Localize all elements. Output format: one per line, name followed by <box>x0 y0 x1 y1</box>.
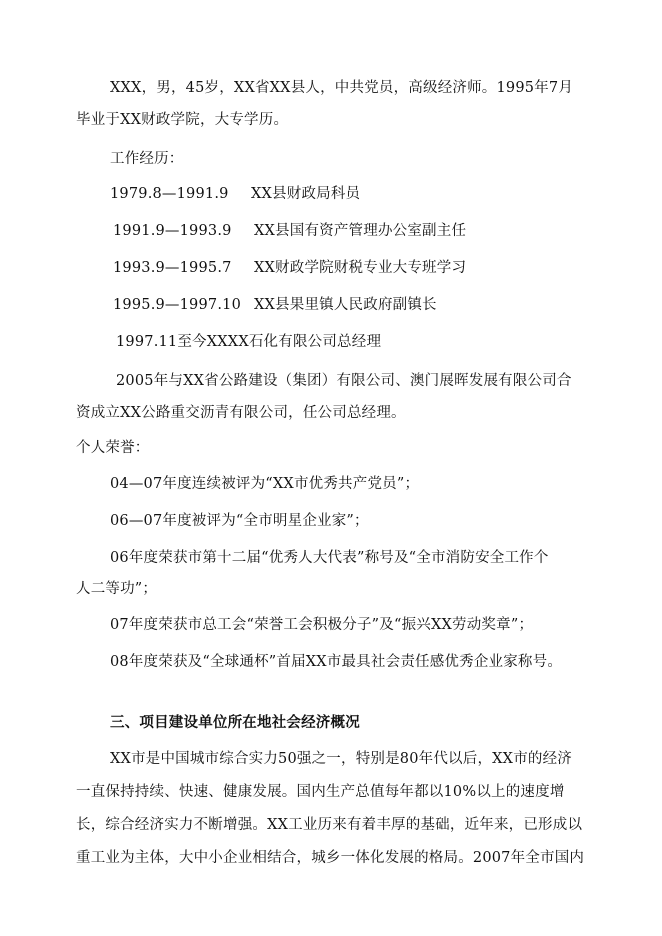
joint-venture-line-2: 资成立XX公路重交沥青有限公司，任公司总经理。 <box>76 405 406 421</box>
bio-line-2: 毕业于XX财政学院，大专学历。 <box>76 112 289 128</box>
honor-item: 08年度荣获及“全球通杯”首届XX市最具社会责任感优秀企业家称号。 <box>110 654 563 670</box>
work-history-title: 工作经历： <box>110 151 184 167</box>
work-entry-date: 1991.9—1993.9 <box>113 223 232 239</box>
section-paragraph-line: 长，综合经济实力不断增强。XX工业历来有着丰厚的基础，近年来，已形成以 <box>76 817 583 833</box>
work-entry-date: 1993.9—1995.7 <box>113 260 232 276</box>
section-heading: 三、项目建设单位所在地社会经济概况 <box>110 715 360 731</box>
work-current-position: 1997.11至今XXXX石化有限公司总经理 <box>116 334 382 350</box>
work-entry-position: XX财政学院财税专业大专班学习 <box>254 260 467 276</box>
honor-item: 07年度荣获市总工会“荣誉工会积极分子”及“振兴XX劳动奖章”； <box>110 617 534 633</box>
section-paragraph-line: 一直保持持续、快速、健康发展。国内生产总值每年都以10%以上的速度增 <box>76 784 565 800</box>
work-entry <box>113 258 466 278</box>
honor-item-line-2: 人二等功”； <box>76 581 158 597</box>
work-entry <box>110 184 360 204</box>
work-entry-position: XX县果里镇人民政府副镇长 <box>254 297 437 313</box>
honor-item: 06—07年度被评为“全市明星企业家”； <box>110 513 369 529</box>
work-entry-position: XX县财政局科员 <box>251 186 361 202</box>
section-paragraph-line: 重工业为主体，大中小企业相结合，城乡一体化发展的格局。2007年全市国内 <box>76 850 585 866</box>
work-entry-date: 1979.8—1991.9 <box>110 186 229 202</box>
honor-item-line-1: 06年度荣获市第十二届“优秀人大代表”称号及“全市消防安全工作个 <box>110 550 549 566</box>
work-entry-date: 1995.9—1997.10 <box>113 297 241 313</box>
bio-line-1: XXX，男，45岁，XX省XX县人，中共党员，高级经济师。1995年7月 <box>110 80 574 96</box>
work-entry-position: XX县国有资产管理办公室副主任 <box>254 223 467 239</box>
section-paragraph-line: XX市是中国城市综合实力50强之一，特别是80年代以后，XX市的经济 <box>110 751 572 767</box>
honor-item: 04—07年度连续被评为“XX市优秀共产党员”； <box>110 476 420 492</box>
work-entry <box>113 295 437 315</box>
work-entry <box>113 221 466 241</box>
honors-title: 个人荣誉： <box>76 440 150 456</box>
joint-venture-line-1: 2005年与XX省公路建设（集团）有限公司、澳门展晖发展有限公司合 <box>116 373 572 389</box>
